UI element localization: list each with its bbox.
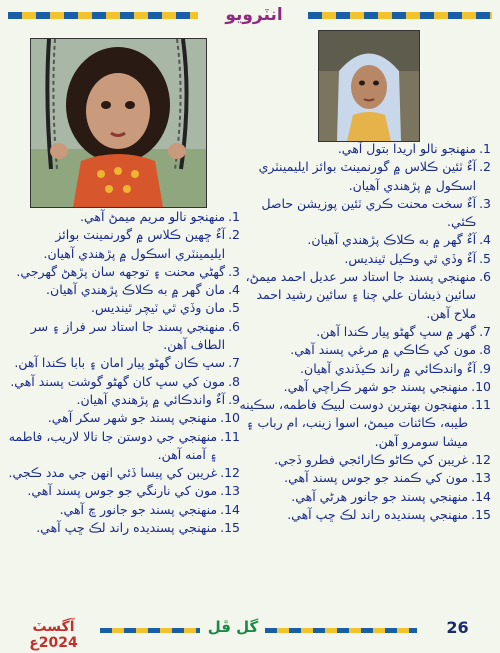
section-title: انٽرويو	[225, 5, 283, 25]
footer-stripe-right	[265, 628, 417, 633]
answer-number: 6.	[228, 318, 240, 334]
answer-number: 11.	[471, 397, 491, 413]
answer-number: 3.	[479, 195, 491, 211]
answer-number: 12.	[220, 465, 240, 481]
header-stripe-left	[8, 12, 198, 19]
answer-number: 9.	[479, 360, 491, 376]
issue-date: آگسٽ 2024ع	[29, 619, 78, 651]
answers-list-left	[8, 208, 240, 537]
answer-item	[236, 250, 491, 268]
answer-number: 7.	[479, 323, 491, 339]
answer-number: 10.	[220, 410, 240, 426]
answer-text: آءٌ واندڪائي ۾ پڙهندي آهيان.	[76, 391, 226, 407]
answer-item	[236, 195, 491, 232]
swing-girl-illustration	[31, 39, 206, 207]
answer-text: مان گھر ۾ به ڪلاڪ پڙهندي آهيان.	[46, 282, 226, 298]
answer-number: 9.	[228, 391, 240, 407]
answer-item	[236, 469, 491, 487]
answer-item	[8, 373, 240, 391]
answer-item	[8, 263, 240, 281]
answer-item	[236, 323, 491, 341]
answer-number: 11.	[220, 428, 240, 444]
answer-item	[236, 378, 491, 396]
answer-number: 10.	[471, 378, 491, 394]
answer-text: منهنجي پسنديده راند لڪ ڇپ آهي.	[287, 506, 469, 522]
answer-item	[236, 360, 491, 378]
answer-number: 6.	[479, 269, 491, 285]
answer-item	[8, 281, 240, 299]
answer-text: گھر ۾ سڀ گھڻو پيار ڪندا آهن.	[316, 323, 477, 339]
answer-number: 7.	[228, 355, 240, 371]
answer-number: 13.	[471, 470, 491, 486]
answer-text: منهنجي پسند جو شهر ڪراچي آهي.	[283, 378, 469, 394]
answer-item	[236, 488, 491, 506]
answer-number: 13.	[220, 483, 240, 499]
answer-item	[236, 341, 491, 359]
interview-right-column	[236, 140, 491, 524]
answer-item	[236, 268, 491, 323]
answer-text: آءٌ سخت محنت ڪري ٽئين پوزيشن حاصل ڪئي.	[261, 195, 477, 230]
answer-item	[8, 482, 240, 500]
answer-number: 12.	[471, 452, 491, 468]
answer-text: منهنجي پسنديده راند لڪ ڇپ آهي.	[36, 520, 218, 536]
answer-text: منهنجو نالو اريدا بتول آهي.	[337, 141, 477, 156]
answer-item	[236, 506, 491, 524]
answer-number: 8.	[479, 342, 491, 358]
answer-text: مون کي نارنگي جو جوس پسند آهي.	[27, 483, 218, 499]
answer-number: 1.	[479, 141, 491, 156]
answer-text: غريبن کي پيسا ڏئي انهن جي مدد ڪجي.	[8, 465, 218, 481]
answer-text: گھڻي محنت ۽ توجهه سان پڙهڻ گھرجي.	[16, 263, 226, 279]
answer-text: مون کي ڪمند جو جوس پسند آهي.	[284, 470, 469, 486]
answer-text: آءٌ وڏي ٿي وڪيل ٿينديس.	[344, 250, 477, 266]
answer-text: مان وڏي ٿي ٽيچر ٿينديس.	[91, 300, 226, 316]
answer-item	[8, 519, 240, 537]
answer-number: 1.	[228, 209, 240, 224]
answer-item	[236, 451, 491, 469]
answer-text: آءٌ واندڪائي ۾ راند ڪيڏندي آهيان.	[300, 360, 477, 376]
answer-text: منهنجي پسند جو جانور ڇ آهي.	[59, 501, 218, 517]
answer-number: 4.	[479, 232, 491, 248]
interview-left-column	[8, 208, 240, 537]
answer-item	[8, 409, 240, 427]
answer-number: 3.	[228, 263, 240, 279]
answer-item	[8, 464, 240, 482]
answer-item	[8, 226, 240, 263]
magazine-name: گل ڦل	[207, 618, 259, 636]
scarf-girl-illustration	[319, 31, 419, 141]
answer-number: 2.	[479, 159, 491, 175]
header-stripe-right	[308, 12, 492, 19]
answer-text: آءٌ گھر ۾ به ڪلاڪ پڙهندي آهيان.	[307, 232, 477, 248]
footer-stripe-left	[100, 628, 200, 633]
answer-number: 5.	[228, 300, 240, 316]
answer-number: 15.	[471, 506, 491, 522]
answer-text: غريبن کي ڪاڻو ڪارائجي فطرو ڏجي.	[274, 452, 469, 468]
answer-text: منهنجي پسند جا استاد سر فراز ۽ سر الطاف آهن.	[30, 318, 226, 353]
girl-in-blue-scarf-photo	[318, 30, 420, 142]
answer-text: منهنجي پسند جو جانور هرڻي آهي.	[291, 488, 469, 504]
answer-item	[236, 158, 491, 195]
answer-number: 15.	[220, 520, 240, 536]
answer-number: 2.	[228, 227, 240, 243]
page-number: 26	[446, 618, 469, 637]
answer-text: منهنجي پسند جو شهر سکر آهي.	[47, 410, 218, 426]
answer-item	[8, 354, 240, 372]
answer-number: 5.	[479, 250, 491, 266]
answers-list-right	[236, 140, 491, 524]
answer-text: آءٌ ٽئين ڪلاس ۾ گورنمينٽ بوائز ايليمينٽري اسڪول ۾ پڙهندي آهيان.	[258, 159, 477, 193]
answer-item	[8, 208, 240, 226]
answer-text: منهنجي پسند جا استاد سر عديل احمد ميمڻ، سائين ذيشان علي چنا ۽ سائين رشيد احمد ملاح آهن.	[245, 269, 477, 321]
answer-number: 4.	[228, 282, 240, 298]
answer-text: منهنجون بهترين دوست لبيڪ فاطمه، سڪينه طيبه، ڪائنات ميمڻ، اسوا زينب، ام رباب ۽ ميشا سومرو آهن.	[239, 397, 469, 449]
answer-text: مون کي ڪاڪي ۾ مرغي پسند آهي.	[290, 342, 477, 358]
answer-number: 8.	[228, 373, 240, 389]
answer-item	[8, 428, 240, 465]
answer-item	[8, 299, 240, 317]
answer-text: سڀ ڪان گھڻو پيار امان ۽ بابا ڪندا آهن.	[14, 355, 226, 371]
answer-item	[8, 391, 240, 409]
answer-number: 14.	[220, 501, 240, 517]
answer-item	[236, 140, 491, 158]
answer-item	[236, 396, 491, 451]
answer-text: منهنجي جي دوستن جا نالا لاريب، فاطمه ۽ آمنه آهن.	[8, 428, 218, 462]
answer-item	[236, 231, 491, 249]
answer-text: مون کي سڀ کان گھڻو گوشت پسند آهي.	[10, 373, 226, 389]
answer-number: 14.	[471, 488, 491, 504]
girl-on-swing-photo	[30, 38, 207, 208]
answer-item	[8, 318, 240, 355]
answer-text: آءٌ ڇهين ڪلاس ۾ گورنمينٽ بوائز ايليمينٽري اسڪول ۾ پڙهندي آهيان.	[43, 227, 226, 261]
answer-text: منهنجو نالو مريم ميمڻ آهي.	[80, 209, 226, 224]
answer-item	[8, 501, 240, 519]
